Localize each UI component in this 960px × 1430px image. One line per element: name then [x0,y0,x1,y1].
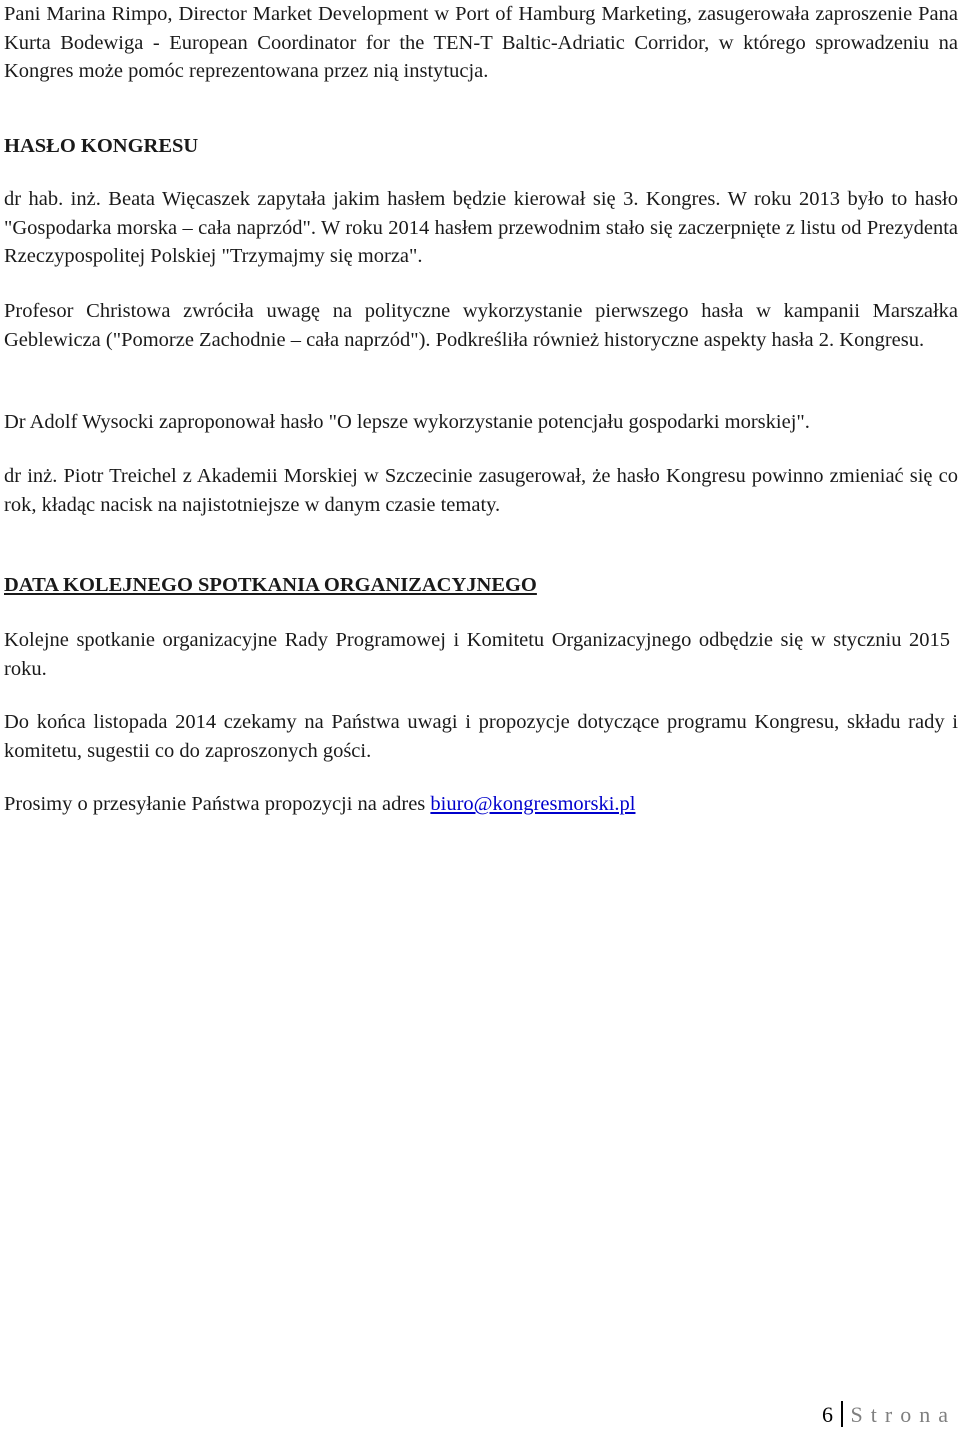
heading-data-spotkania: DATA KOLEJNEGO SPOTKANIA ORGANIZACYJNEGO [4,574,537,596]
paragraph-wiecaszek: dr hab. inż. Beata Więcaszek zapytała jakim hasłem będzie kierował się 3. Kongres. W roku 2013 było to hasło "Gospodarka morska – cała naprzód". W roku 2014 hasłem przewodnim stało się zaczerpnięte z listu od Prezydenta Rzeczypospolitej Polskiej "Trzymajmy się morza". [4,188,958,267]
paragraph-prosimy [4,790,958,819]
paragraph-treichel: dr inż. Piotr Treichel z Akademii Morskiej w Szczecinie zasugerował, że hasło Kongresu powinno zmieniać się co rok, kładąc nacisk na najistotniejsze w danym czasie tematy. [4,465,958,516]
paragraph-rimpo: Pani Marina Rimpo, Director Market Development w Port of Hamburg Marketing, zasugerowała zaproszenie Pana Kurta Bodewiga - European Coordinator for the TEN-T Baltic-Adriatic Corridor, w którego sprowadzeniu na Kongres może pomóc reprezentowana przez nią instytucja. [4,3,958,82]
prosimy-text: Prosimy o przesyłanie Państwa propozycji na adres [4,793,431,815]
page-number: 6 [822,1402,834,1427]
paragraph-christowa: Profesor Christowa zwróciła uwagę na polityczne wykorzystanie pierwszego hasła w kampanii Marszałka Geblewicza ("Pomorze Zachodnie – cała naprzód"). Podkreśliła również historyczne aspekty hasła 2. Kongresu. [4,300,958,351]
paragraph-kolejne-spotkanie: Kolejne spotkanie organizacyjne Rady Programowej i Komitetu Organizacyjnego odbędzie się w styczniu 2015 roku. [4,629,950,680]
footer-separator [841,1401,843,1427]
paragraph-do-konca: Do końca listopada 2014 czekamy na Państwa uwagi i propozycje dotyczące programu Kongresu, składu rady i komitetu, sugestii co do zaproszonych gości. [4,711,958,762]
email-link[interactable]: biuro@kongresmorski.pl [430,793,636,815]
page-footer [822,1400,956,1430]
paragraph-wysocki: Dr Adolf Wysocki zaproponował hasło "O lepsze wykorzystanie potencjału gospodarki morskiej". [4,411,810,433]
heading-haslo-kongresu: HASŁO KONGRESU [4,135,199,157]
page-word: Strona [850,1402,956,1427]
